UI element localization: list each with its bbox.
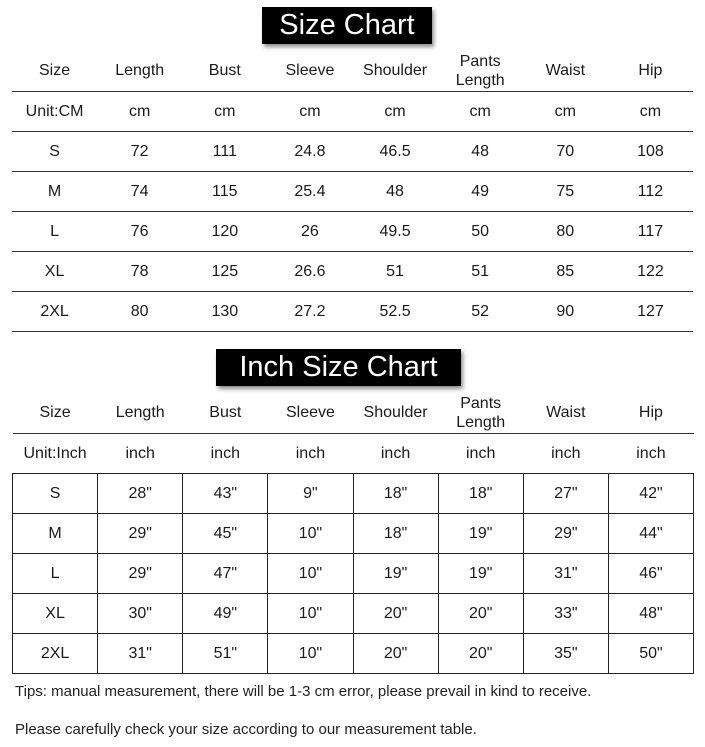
table-row	[12, 252, 693, 292]
unit-cell: inch	[438, 434, 523, 474]
table-cell: 52	[438, 292, 523, 332]
unit-cell: Unit:CM	[12, 92, 97, 132]
table-cell: 112	[608, 172, 693, 212]
column-header: Pants Length	[455, 52, 505, 89]
unit-cell: inch	[98, 434, 183, 474]
unit-row	[12, 92, 693, 132]
table-cell: 78	[97, 252, 182, 292]
table-cell: 125	[182, 252, 267, 292]
unit-cell: inch	[183, 434, 268, 474]
table-cell: 24.8	[267, 132, 352, 172]
table-cell: XL	[13, 594, 98, 634]
table-cell: 28"	[98, 474, 183, 514]
table-cell: 51	[353, 252, 438, 292]
table-cell: 2XL	[12, 292, 97, 332]
table-cell: 20"	[353, 594, 438, 634]
column-header: Waist	[545, 62, 586, 79]
table-cell: L	[13, 554, 98, 594]
size-chart-title: Size Chart	[262, 7, 432, 44]
table-cell: 20"	[438, 634, 523, 674]
table-cell: 127	[608, 292, 693, 332]
table-cell: 19"	[353, 554, 438, 594]
table-cell: 27"	[523, 474, 608, 514]
table-cell: 44"	[608, 514, 693, 554]
table-cell: 29"	[523, 514, 608, 554]
table-cell: S	[13, 474, 98, 514]
unit-cell: cm	[523, 92, 608, 132]
table-cell: 115	[182, 172, 267, 212]
table-cell: 85	[523, 252, 608, 292]
header-row	[12, 50, 693, 92]
table-cell: 72	[97, 132, 182, 172]
inch-size-table	[12, 392, 694, 674]
table-cell: 9"	[268, 474, 353, 514]
unit-cell: cm	[267, 92, 352, 132]
table-cell: 108	[608, 132, 693, 172]
table-cell: M	[12, 172, 97, 212]
table-cell: 90	[523, 292, 608, 332]
table-cell: 46.5	[353, 132, 438, 172]
table-cell: 76	[97, 212, 182, 252]
table-cell: 46"	[608, 554, 693, 594]
table-cell: 75	[523, 172, 608, 212]
table-cell: 10"	[268, 514, 353, 554]
column-header: Bust	[208, 62, 241, 79]
table-cell: 52.5	[353, 292, 438, 332]
column-header: Sleeve	[285, 62, 335, 79]
unit-cell: inch	[268, 434, 353, 474]
table-cell: 48"	[608, 594, 693, 634]
inch-size-chart-title: Inch Size Chart	[216, 349, 461, 386]
table-cell: 42"	[608, 474, 693, 514]
table-cell: 120	[182, 212, 267, 252]
unit-cell: inch	[523, 434, 608, 474]
table-cell: 20"	[353, 634, 438, 674]
table-cell: 18"	[353, 514, 438, 554]
table-cell: 19"	[438, 554, 523, 594]
table-row	[13, 634, 694, 674]
table-row	[12, 172, 693, 212]
table-cell: 31"	[98, 634, 183, 674]
table-cell: 33"	[523, 594, 608, 634]
table-cell: 49"	[183, 594, 268, 634]
unit-cell: cm	[353, 92, 438, 132]
unit-cell: Unit:Inch	[13, 434, 98, 474]
table-cell: 50"	[608, 634, 693, 674]
table-row	[13, 554, 694, 594]
table-cell: 70	[523, 132, 608, 172]
table-cell: 111	[182, 132, 267, 172]
column-header: Bust	[209, 404, 242, 421]
table-cell: 80	[523, 212, 608, 252]
table-cell: 25.4	[267, 172, 352, 212]
unit-cell: cm	[438, 92, 523, 132]
unit-cell: cm	[97, 92, 182, 132]
table-cell: 48	[438, 132, 523, 172]
table-cell: 50	[438, 212, 523, 252]
table-cell: 47"	[183, 554, 268, 594]
table-cell: 35"	[523, 634, 608, 674]
column-header: Length	[115, 404, 165, 421]
table-cell: 27.2	[267, 292, 352, 332]
table-cell: 130	[182, 292, 267, 332]
check-size-note: Please carefully check your size according to our measurement table.	[15, 721, 477, 738]
table-cell: 31"	[523, 554, 608, 594]
table-cell: 18"	[438, 474, 523, 514]
table-cell: 29"	[98, 514, 183, 554]
column-header: Hip	[638, 404, 663, 421]
table-cell: 20"	[438, 594, 523, 634]
column-header: Size	[39, 404, 71, 421]
table-cell: 49.5	[353, 212, 438, 252]
table-cell: 29"	[98, 554, 183, 594]
table-cell: 45"	[183, 514, 268, 554]
table-cell: M	[13, 514, 98, 554]
table-cell: 51	[438, 252, 523, 292]
table-cell: 26	[267, 212, 352, 252]
table-row	[13, 474, 694, 514]
column-header: Shoulder	[363, 62, 428, 79]
table-row	[13, 514, 694, 554]
table-cell: 26.6	[267, 252, 352, 292]
unit-cell: inch	[608, 434, 693, 474]
column-header: Length	[115, 62, 165, 79]
table-cell: 10"	[268, 634, 353, 674]
unit-row	[13, 434, 694, 474]
table-cell: 18"	[353, 474, 438, 514]
table-row	[12, 132, 693, 172]
column-header: Pants Length	[456, 394, 506, 431]
column-header: Shoulder	[363, 404, 428, 421]
table-cell: 80	[97, 292, 182, 332]
table-cell: 122	[608, 252, 693, 292]
unit-cell: cm	[608, 92, 693, 132]
column-header: Size	[39, 62, 71, 79]
table-cell: 2XL	[13, 634, 98, 674]
table-cell: 48	[353, 172, 438, 212]
table-row	[13, 594, 694, 634]
tips-note: Tips: manual measurement, there will be 1-3 cm error, please prevail in kind to receive.	[15, 683, 592, 700]
table-cell: 49	[438, 172, 523, 212]
header-row	[13, 392, 694, 434]
column-header: Hip	[638, 62, 663, 79]
table-cell: 43"	[183, 474, 268, 514]
table-cell: 51"	[183, 634, 268, 674]
column-header: Sleeve	[285, 404, 335, 421]
table-cell: 10"	[268, 554, 353, 594]
table-cell: 19"	[438, 514, 523, 554]
table-cell: L	[12, 212, 97, 252]
cm-size-table	[12, 50, 693, 332]
column-header: Waist	[546, 404, 586, 421]
unit-cell: cm	[182, 92, 267, 132]
table-cell: 117	[608, 212, 693, 252]
table-row	[12, 212, 693, 252]
table-cell: S	[12, 132, 97, 172]
table-cell: 74	[97, 172, 182, 212]
table-cell: XL	[12, 252, 97, 292]
unit-cell: inch	[353, 434, 438, 474]
table-cell: 30"	[98, 594, 183, 634]
table-row	[12, 292, 693, 332]
table-cell: 10"	[268, 594, 353, 634]
